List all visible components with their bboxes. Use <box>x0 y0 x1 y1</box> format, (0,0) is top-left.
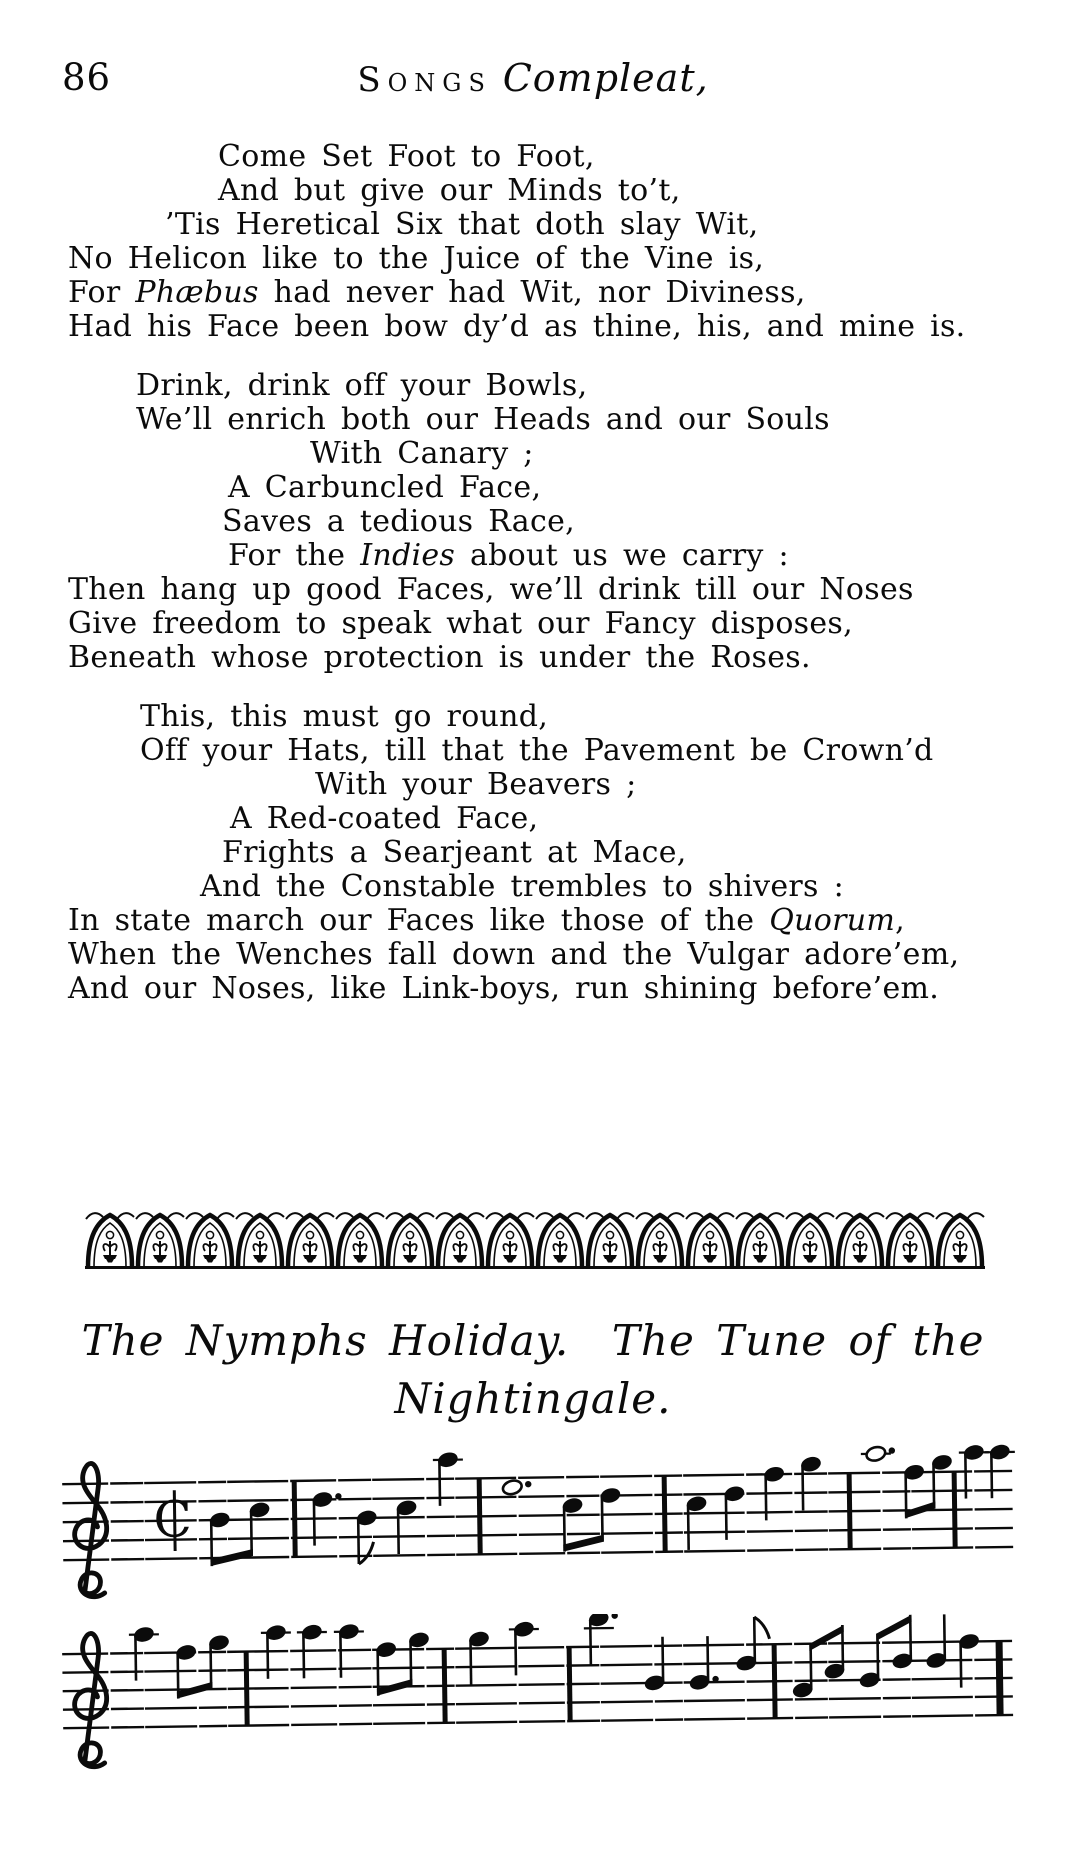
ornament-band-svg <box>85 1210 985 1274</box>
note <box>861 1445 895 1463</box>
verse-line: With your Beavers ; <box>315 767 637 802</box>
ornament-motif <box>636 1213 684 1267</box>
verse-line: When the Wenches fall down and the Vulgar adore’em, <box>68 937 960 972</box>
ornament-motif <box>936 1213 984 1267</box>
verse-line: Drink, drink off your Bowls, <box>136 368 588 403</box>
verse-line: This, this must go round, <box>140 699 549 734</box>
cut-time-signature <box>153 1490 192 1551</box>
ornament-motif <box>486 1213 534 1267</box>
staff-line <box>62 1471 1012 1484</box>
ornament-motif <box>86 1213 134 1267</box>
barline <box>442 1649 448 1723</box>
verse-line: A Red-coated Face, <box>230 801 539 836</box>
page-number: 86 <box>62 56 112 99</box>
staff-line <box>63 1509 1013 1522</box>
verse-stanza <box>68 700 1066 1006</box>
beam <box>563 1535 604 1552</box>
ornament-motif <box>386 1213 434 1267</box>
beam <box>809 1625 844 1651</box>
ornament-motif <box>136 1213 184 1267</box>
verse-stanza <box>68 140 1066 344</box>
ornament-motif <box>436 1213 484 1267</box>
verse-line: Frights a Searjeant at Mace, <box>222 835 687 870</box>
note <box>800 1455 822 1510</box>
verse-line: Off your Hats, till that the Pavement be Crown’d <box>140 733 934 768</box>
barline <box>292 1481 298 1557</box>
note <box>249 1501 271 1556</box>
ornament-motif <box>836 1213 884 1267</box>
verse-line: A Carbuncled Face, <box>228 470 542 505</box>
staff-line <box>63 1528 1013 1541</box>
staff-line <box>62 1641 1012 1654</box>
note <box>208 1634 230 1689</box>
song-title-line1: The Nymphs Holiday. The Tune of the <box>81 1316 985 1365</box>
ornament-motif <box>736 1213 784 1267</box>
note <box>686 1495 708 1550</box>
verse-line: In state march our Faces like those of the Quorum, <box>68 903 905 938</box>
ornament-motif <box>786 1213 834 1267</box>
staff-group <box>62 1614 1014 1767</box>
ornament-motif <box>686 1213 734 1267</box>
beam <box>177 1682 213 1699</box>
note <box>501 1478 531 1496</box>
staff-line <box>63 1696 1013 1709</box>
verse-line: Come Set Foot to Foot, <box>218 139 595 174</box>
verse-line: ’Tis Heretical Six that doth slay Wit, <box>165 207 759 242</box>
ornament-motif <box>286 1213 334 1267</box>
verse-line: For Phæbus had never had Wit, nor Diviness, <box>68 275 806 310</box>
ornament-motif <box>236 1213 284 1267</box>
note <box>408 1631 430 1686</box>
verse-line: Give freedom to speak what our Fancy disposes, <box>68 606 853 641</box>
verse-line: We’ll enrich both our Heads and our Souls <box>136 402 830 437</box>
note <box>468 1630 490 1685</box>
music-system-1 <box>55 1442 1066 1614</box>
barline <box>772 1644 778 1718</box>
verse-block <box>0 140 1066 1006</box>
verse-line: Saves a tedious Race, <box>222 504 575 539</box>
staff-line <box>62 1659 1012 1672</box>
barline <box>244 1652 250 1726</box>
ornament-motif <box>536 1213 584 1267</box>
staff-line <box>62 1490 1012 1503</box>
verse-line: Then hang up good Faces, we’ll drink till our Noses <box>68 572 914 607</box>
music-system-2 <box>55 1614 1066 1793</box>
verse-line: No Helicon like to the Juice of the Vine is, <box>68 241 765 276</box>
barline <box>567 1647 573 1721</box>
verse-line: And but give our Minds to’t, <box>218 173 681 208</box>
song-title <box>0 1312 1066 1428</box>
note <box>931 1453 953 1508</box>
verse-line: And the Constable trembles to shivers : <box>200 869 844 904</box>
staff-line <box>63 1715 1013 1728</box>
barline <box>847 1473 853 1549</box>
music-staff-1 <box>55 1442 1055 1610</box>
beam <box>876 1615 912 1641</box>
svg-text:C: C <box>153 1490 193 1549</box>
song-title-line2: Nightingale. <box>394 1374 672 1423</box>
ornament-motif <box>886 1213 934 1267</box>
verse-line: With Canary ; <box>310 436 534 471</box>
music-staff-2 <box>55 1614 1055 1789</box>
note <box>584 1614 619 1665</box>
barline <box>662 1476 668 1552</box>
staff-line <box>63 1547 1013 1560</box>
ornament-baseline <box>85 1266 985 1269</box>
running-title-italic: Compleat, <box>502 56 709 100</box>
note <box>791 1644 813 1699</box>
verse-line: Beneath whose protection is under the Roses. <box>68 640 811 675</box>
verse-line: And our Noses, like Link-boys, run shining before’em. <box>68 971 940 1006</box>
page-header <box>0 0 1066 112</box>
verse-line: For the Indies about us we carry : <box>228 538 789 573</box>
ornament-motif <box>336 1213 384 1267</box>
running-title <box>0 56 1066 100</box>
barline <box>477 1478 483 1554</box>
note <box>396 1499 418 1554</box>
staff-group <box>62 1443 1017 1597</box>
final-barline <box>996 1641 1004 1715</box>
running-title-caps: Songs <box>357 60 492 100</box>
verse-stanza <box>68 369 1066 675</box>
barline <box>952 1472 958 1548</box>
ornament-band <box>85 1210 985 1274</box>
verse-line: Had his Face been bow dy’d as thine, his, and mine is. <box>68 309 966 344</box>
beam <box>377 1679 413 1696</box>
ornament-motif <box>186 1213 234 1267</box>
ornament-motif <box>586 1213 634 1267</box>
